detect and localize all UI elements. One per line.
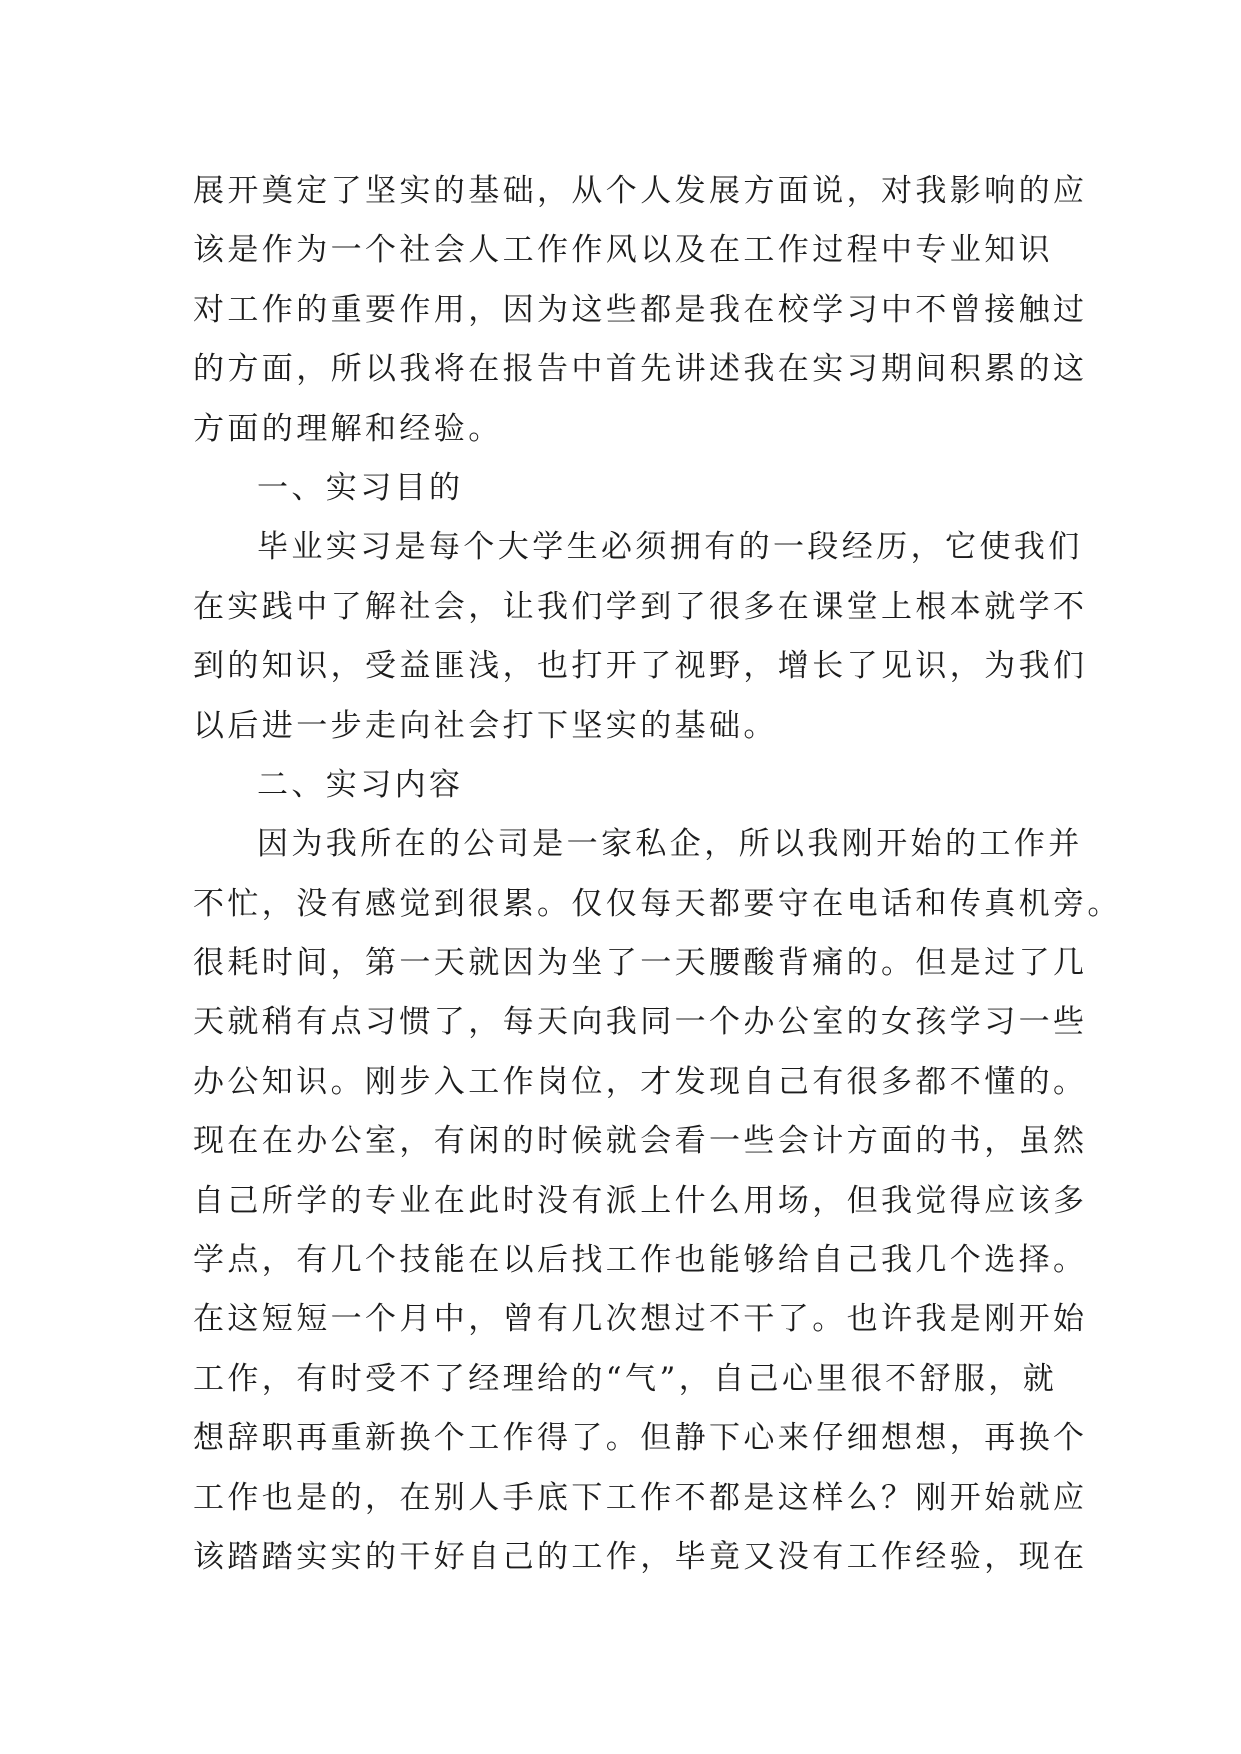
text-line: 自己所学的专业在此时没有派上什么用场，但我觉得应该多 <box>193 1182 1088 1219</box>
text-line: 以后进一步走向社会打下坚实的基础。 <box>193 707 778 744</box>
text-line: 很耗时间，第一天就因为坐了一天腰酸背痛的。但是过了几 <box>193 945 1088 982</box>
text-line: 现在在办公室，有闲的时候就会看一些会计方面的书，虽然 <box>193 1123 1088 1160</box>
text-line: 该是作为一个社会人工作作风以及在工作过程中专业知识 <box>193 232 1053 269</box>
text-line: 到的知识，受益匪浅，也打开了视野，增长了见识，为我们 <box>193 648 1088 685</box>
section-heading: 二、实习内容 <box>257 766 464 803</box>
paragraph-first-line: 毕业实习是每个大学生必须拥有的一段经历，它使我们 <box>257 529 1083 566</box>
text-line: 不忙，没有感觉到很累。仅仅每天都要守在电话和传真机旁。 <box>193 885 1122 922</box>
text-line: 的方面，所以我将在报告中首先讲述我在实习期间积累的这 <box>193 351 1088 388</box>
text-line: 天就稍有点习惯了，每天向我同一个办公室的女孩学习一些 <box>193 1004 1088 1041</box>
text-line: 工作，有时受不了经理给的“气”，自己心里很不舒服，就 <box>193 1360 1058 1397</box>
text-line: 对工作的重要作用，因为这些都是我在校学习中不曾接触过 <box>193 291 1088 328</box>
paragraph-first-line: 因为我所在的公司是一家私企，所以我刚开始的工作并 <box>257 826 1083 863</box>
text-line: 展开奠定了坚实的基础，从个人发展方面说，对我影响的应 <box>193 173 1088 209</box>
text-line: 想辞职再重新换个工作得了。但静下心来仔细想想，再换个 <box>193 1420 1088 1457</box>
document-body <box>193 162 1122 1587</box>
text-line: 办公知识。刚步入工作岗位，才发现自己有很多都不懂的。 <box>193 1063 1088 1100</box>
text-line: 在这短短一个月中，曾有几次想过不干了。也许我是刚开始 <box>193 1301 1088 1338</box>
text-line: 在实践中了解社会，让我们学到了很多在课堂上根本就学不 <box>193 588 1088 625</box>
section-heading: 一、实习目的 <box>257 469 464 506</box>
text-line: 工作也是的，在别人手底下工作不都是这样么？刚开始就应 <box>193 1479 1088 1516</box>
text-line: 该踏踏实实的干好自己的工作，毕竟又没有工作经验，现在 <box>193 1538 1088 1575</box>
text-line: 方面的理解和经验。 <box>193 410 503 447</box>
text-line: 学点，有几个技能在以后找工作也能够给自己我几个选择。 <box>193 1242 1088 1279</box>
